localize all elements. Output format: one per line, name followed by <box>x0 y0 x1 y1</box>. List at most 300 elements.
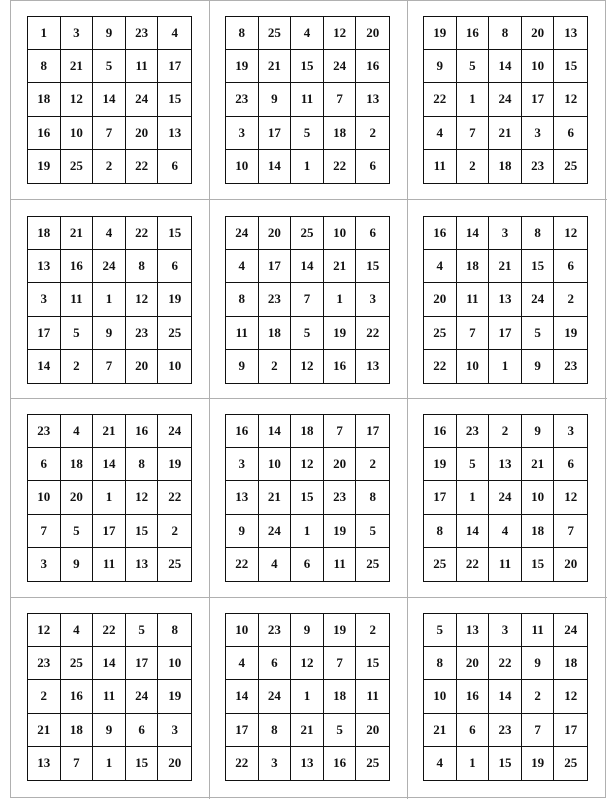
bingo-card <box>27 613 192 781</box>
bingo-cell: 17 <box>554 714 587 747</box>
bingo-cell: 5 <box>356 515 389 548</box>
bingo-cell: 3 <box>489 614 522 647</box>
bingo-cell: 16 <box>424 415 457 448</box>
bingo-cell: 4 <box>489 515 522 548</box>
bingo-cell: 12 <box>291 350 324 383</box>
bingo-cell: 25 <box>291 217 324 250</box>
bingo-cell: 6 <box>126 714 159 747</box>
bingo-cell: 1 <box>28 17 61 50</box>
bingo-cell: 1 <box>291 680 324 713</box>
bingo-cell: 23 <box>226 83 259 116</box>
bingo-cell: 24 <box>126 83 159 116</box>
bingo-cell: 2 <box>554 283 587 316</box>
bingo-cell: 9 <box>291 614 324 647</box>
bingo-cell: 2 <box>356 614 389 647</box>
bingo-cell: 13 <box>366 358 380 374</box>
bingo-cell: 2 <box>489 415 522 448</box>
bingo-cell: 4 <box>158 17 191 50</box>
bingo-cell: 10 <box>61 117 94 150</box>
bingo-cell: 15 <box>158 217 191 250</box>
bingo-cell: 9 <box>259 83 292 116</box>
bingo-cell: 14 <box>457 217 490 250</box>
bingo-cell: 20 <box>457 647 490 680</box>
bingo-cell: 12 <box>61 83 94 116</box>
bingo-cell: 21 <box>522 448 555 481</box>
bingo-cell: 21 <box>259 481 292 514</box>
bingo-cell: 11 <box>291 83 324 116</box>
bingo-cell: 6 <box>171 158 178 174</box>
bingo-cell: 13 <box>226 481 259 514</box>
bingo-cell: 8 <box>126 250 159 283</box>
bingo-cell: 3 <box>259 747 292 780</box>
bingo-cell: 23 <box>259 614 292 647</box>
bingo-cell: 23 <box>324 481 357 514</box>
bingo-cell: 2 <box>28 680 61 713</box>
bingo-card <box>27 16 192 184</box>
bingo-cell: 6 <box>356 217 389 250</box>
bingo-cell: 7 <box>324 647 357 680</box>
bingo-cell: 16 <box>457 17 490 50</box>
bingo-cell: 16 <box>457 680 490 713</box>
bingo-cell: 22 <box>424 83 457 116</box>
bingo-cell: 3 <box>226 448 259 481</box>
bingo-cell: 14 <box>259 150 292 183</box>
bingo-cell: 8 <box>126 448 159 481</box>
bingo-cell: 19 <box>522 747 555 780</box>
bingo-cell: 11 <box>126 50 159 83</box>
bingo-cell: 16 <box>324 350 357 383</box>
bingo-cell: 11 <box>457 283 490 316</box>
bingo-cell: 4 <box>291 17 324 50</box>
bingo-cell: 12 <box>554 680 587 713</box>
bingo-cell: 13 <box>28 747 61 780</box>
bingo-cell: 10 <box>28 481 61 514</box>
bingo-cell: 5 <box>457 448 490 481</box>
bingo-cell: 21 <box>28 714 61 747</box>
bingo-cell: 18 <box>61 714 94 747</box>
bingo-cell: 1 <box>457 481 490 514</box>
bingo-cell: 10 <box>424 680 457 713</box>
bingo-cell: 8 <box>489 17 522 50</box>
bingo-cell: 3 <box>28 548 61 581</box>
bingo-cell: 25 <box>61 647 94 680</box>
bingo-cell: 3 <box>28 283 61 316</box>
bingo-cell: 11 <box>424 150 457 183</box>
bingo-cell: 7 <box>291 283 324 316</box>
bingo-cell: 1 <box>291 150 324 183</box>
bingo-cell: 8 <box>259 714 292 747</box>
bingo-cell: 2 <box>93 150 126 183</box>
bingo-cell: 17 <box>226 714 259 747</box>
bingo-cell: 19 <box>324 614 357 647</box>
bingo-cell: 20 <box>126 117 159 150</box>
bingo-cell: 20 <box>356 714 389 747</box>
bingo-cell: 19 <box>158 448 191 481</box>
bingo-cell: 25 <box>424 548 457 581</box>
bingo-cell: 5 <box>424 614 457 647</box>
bingo-cell: 21 <box>259 50 292 83</box>
bingo-cell: 16 <box>324 747 357 780</box>
bingo-cell: 12 <box>291 647 324 680</box>
bingo-cell: 18 <box>489 150 522 183</box>
bingo-cell: 5 <box>457 50 490 83</box>
bingo-cell: 13 <box>28 250 61 283</box>
bingo-cell: 19 <box>554 317 587 350</box>
bingo-cell: 4 <box>424 117 457 150</box>
bingo-cell: 12 <box>554 217 587 250</box>
bingo-cell: 15 <box>554 50 587 83</box>
bingo-cell: 5 <box>61 317 94 350</box>
bingo-cell: 9 <box>93 317 126 350</box>
bingo-cell: 17 <box>158 50 191 83</box>
bingo-cell: 17 <box>356 415 389 448</box>
bingo-cell: 10 <box>324 217 357 250</box>
bingo-cell: 21 <box>61 217 94 250</box>
row-divider <box>11 597 607 598</box>
bingo-cell: 16 <box>61 250 94 283</box>
bingo-cell: 5 <box>291 117 324 150</box>
bingo-cell: 10 <box>226 150 259 183</box>
bingo-cell: 7 <box>324 415 357 448</box>
bingo-cell: 9 <box>226 515 259 548</box>
bingo-cell: 14 <box>28 350 61 383</box>
bingo-cell: 8 <box>226 17 259 50</box>
bingo-cell: 20 <box>61 481 94 514</box>
bingo-cell: 20 <box>564 556 578 572</box>
bingo-card <box>423 16 588 184</box>
bingo-cell: 5 <box>126 614 159 647</box>
bingo-cell: 17 <box>126 647 159 680</box>
bingo-cell: 13 <box>126 548 159 581</box>
bingo-cell: 22 <box>158 481 191 514</box>
bingo-cell: 7 <box>28 515 61 548</box>
bingo-cell: 14 <box>93 647 126 680</box>
bingo-cell: 23 <box>126 317 159 350</box>
bingo-cell: 15 <box>126 515 159 548</box>
bingo-card <box>225 414 390 582</box>
row-divider <box>11 398 607 399</box>
bingo-cell: 14 <box>489 50 522 83</box>
bingo-cell: 8 <box>522 217 555 250</box>
bingo-cell: 19 <box>226 50 259 83</box>
bingo-cell: 14 <box>259 415 292 448</box>
bingo-cell: 19 <box>424 448 457 481</box>
bingo-cell: 12 <box>324 17 357 50</box>
row-divider <box>11 199 607 200</box>
bingo-cell: 8 <box>424 647 457 680</box>
bingo-cell: 6 <box>158 250 191 283</box>
bingo-card <box>225 16 390 184</box>
bingo-card <box>423 613 588 781</box>
bingo-cell: 18 <box>291 415 324 448</box>
bingo-cell: 19 <box>158 680 191 713</box>
bingo-cell: 13 <box>457 614 490 647</box>
bingo-cell: 1 <box>93 481 126 514</box>
bingo-cell: 15 <box>126 747 159 780</box>
bingo-cell: 2 <box>356 117 389 150</box>
bingo-cell: 2 <box>158 515 191 548</box>
bingo-cell: 10 <box>259 448 292 481</box>
bingo-cell: 3 <box>61 17 94 50</box>
bingo-cell: 15 <box>158 83 191 116</box>
bingo-cell: 2 <box>356 448 389 481</box>
bingo-cell: 24 <box>158 415 191 448</box>
bingo-cell: 6 <box>291 548 324 581</box>
bingo-cell: 1 <box>489 350 522 383</box>
bingo-cell: 12 <box>291 448 324 481</box>
bingo-cell: 22 <box>457 548 490 581</box>
bingo-cell: 23 <box>28 647 61 680</box>
bingo-cell: 19 <box>28 150 61 183</box>
bingo-cell: 16 <box>126 415 159 448</box>
bingo-cell: 18 <box>28 83 61 116</box>
bingo-cell: 8 <box>226 283 259 316</box>
bingo-cell: 5 <box>324 714 357 747</box>
bingo-cell: 24 <box>259 515 292 548</box>
bingo-cell: 12 <box>554 83 587 116</box>
bingo-cell: 22 <box>489 647 522 680</box>
bingo-cell: 15 <box>522 250 555 283</box>
bingo-cell: 7 <box>457 117 490 150</box>
bingo-cell: 7 <box>554 515 587 548</box>
bingo-cell: 9 <box>226 350 259 383</box>
bingo-cell: 4 <box>259 548 292 581</box>
bingo-cell: 16 <box>28 117 61 150</box>
bingo-cell: 15 <box>356 250 389 283</box>
bingo-cell: 10 <box>457 350 490 383</box>
bingo-cell: 1 <box>324 283 357 316</box>
bingo-cell: 16 <box>226 415 259 448</box>
bingo-cell: 7 <box>324 83 357 116</box>
bingo-cell: 15 <box>522 548 555 581</box>
bingo-cell: 11 <box>324 548 357 581</box>
bingo-cell: 25 <box>366 755 380 771</box>
bingo-card <box>27 414 192 582</box>
bingo-cell: 6 <box>554 448 587 481</box>
bingo-cell: 20 <box>168 755 182 771</box>
bingo-sheet <box>10 0 606 798</box>
bingo-cell: 17 <box>93 515 126 548</box>
bingo-cell: 5 <box>61 515 94 548</box>
bingo-cell: 10 <box>226 614 259 647</box>
bingo-cell: 14 <box>291 250 324 283</box>
bingo-cell: 14 <box>226 680 259 713</box>
bingo-cell: 11 <box>226 317 259 350</box>
bingo-cell: 10 <box>168 358 182 374</box>
bingo-cell: 17 <box>489 317 522 350</box>
bingo-cell: 7 <box>457 317 490 350</box>
bingo-cell: 24 <box>324 50 357 83</box>
bingo-cell: 9 <box>522 415 555 448</box>
bingo-cell: 13 <box>158 117 191 150</box>
bingo-cell: 14 <box>457 515 490 548</box>
bingo-cell: 23 <box>489 714 522 747</box>
bingo-cell: 20 <box>259 217 292 250</box>
bingo-card <box>423 414 588 582</box>
bingo-cell: 24 <box>226 217 259 250</box>
bingo-cell: 25 <box>168 556 182 572</box>
bingo-cell: 15 <box>291 481 324 514</box>
bingo-cell: 24 <box>489 83 522 116</box>
bingo-cell: 21 <box>489 117 522 150</box>
bingo-cell: 9 <box>61 548 94 581</box>
bingo-cell: 22 <box>226 548 259 581</box>
bingo-cell: 10 <box>158 647 191 680</box>
bingo-cell: 20 <box>424 283 457 316</box>
bingo-cell: 12 <box>554 481 587 514</box>
bingo-cell: 5 <box>522 317 555 350</box>
bingo-cell: 17 <box>424 481 457 514</box>
bingo-cell: 24 <box>259 680 292 713</box>
bingo-cell: 16 <box>61 680 94 713</box>
bingo-cell: 25 <box>158 317 191 350</box>
bingo-cell: 8 <box>158 614 191 647</box>
column-divider <box>407 1 408 799</box>
bingo-cell: 18 <box>259 317 292 350</box>
bingo-cell: 18 <box>324 680 357 713</box>
bingo-cell: 16 <box>356 50 389 83</box>
bingo-cell: 5 <box>291 317 324 350</box>
bingo-cell: 12 <box>28 614 61 647</box>
bingo-cell: 24 <box>489 481 522 514</box>
bingo-cell: 20 <box>126 350 159 383</box>
bingo-cell: 21 <box>61 50 94 83</box>
bingo-cell: 23 <box>564 358 578 374</box>
bingo-cell: 6 <box>554 250 587 283</box>
bingo-cell: 18 <box>324 117 357 150</box>
bingo-cell: 23 <box>126 17 159 50</box>
bingo-cell: 1 <box>291 515 324 548</box>
bingo-cell: 22 <box>324 150 357 183</box>
bingo-cell: 22 <box>126 217 159 250</box>
bingo-cell: 2 <box>61 350 94 383</box>
bingo-cell: 11 <box>93 548 126 581</box>
bingo-cell: 13 <box>489 448 522 481</box>
bingo-cell: 12 <box>126 283 159 316</box>
bingo-cell: 1 <box>93 283 126 316</box>
bingo-cell: 13 <box>489 283 522 316</box>
bingo-cell: 5 <box>93 50 126 83</box>
bingo-cell: 21 <box>324 250 357 283</box>
bingo-cell: 25 <box>564 755 578 771</box>
bingo-cell: 15 <box>291 50 324 83</box>
bingo-cell: 4 <box>61 415 94 448</box>
bingo-cell: 23 <box>457 415 490 448</box>
bingo-cell: 4 <box>226 250 259 283</box>
bingo-cell: 19 <box>324 515 357 548</box>
bingo-cell: 14 <box>489 680 522 713</box>
bingo-cell: 19 <box>324 317 357 350</box>
bingo-cell: 8 <box>424 515 457 548</box>
bingo-cell: 22 <box>424 350 457 383</box>
bingo-cell: 4 <box>226 647 259 680</box>
bingo-cell: 23 <box>522 150 555 183</box>
bingo-cell: 18 <box>554 647 587 680</box>
bingo-cell: 1 <box>457 83 490 116</box>
bingo-cell: 12 <box>126 481 159 514</box>
bingo-cell: 9 <box>93 714 126 747</box>
bingo-card <box>225 216 390 384</box>
bingo-cell: 18 <box>457 250 490 283</box>
bingo-cell: 10 <box>522 481 555 514</box>
bingo-cell: 3 <box>489 217 522 250</box>
bingo-cell: 13 <box>356 83 389 116</box>
bingo-cell: 2 <box>259 350 292 383</box>
bingo-cell: 24 <box>126 680 159 713</box>
bingo-cell: 15 <box>489 747 522 780</box>
bingo-cell: 24 <box>554 614 587 647</box>
bingo-cell: 20 <box>324 448 357 481</box>
bingo-cell: 8 <box>28 50 61 83</box>
bingo-cell: 21 <box>489 250 522 283</box>
bingo-cell: 3 <box>554 415 587 448</box>
bingo-cell: 11 <box>489 548 522 581</box>
bingo-cell: 13 <box>291 747 324 780</box>
bingo-cell: 3 <box>158 714 191 747</box>
bingo-cell: 17 <box>259 250 292 283</box>
bingo-cell: 23 <box>259 283 292 316</box>
bingo-cell: 20 <box>522 17 555 50</box>
bingo-cell: 15 <box>356 647 389 680</box>
bingo-cell: 18 <box>61 448 94 481</box>
bingo-cell: 13 <box>554 17 587 50</box>
bingo-cell: 24 <box>522 283 555 316</box>
bingo-cell: 9 <box>424 50 457 83</box>
bingo-cell: 3 <box>356 283 389 316</box>
bingo-cell: 17 <box>259 117 292 150</box>
bingo-cell: 11 <box>61 283 94 316</box>
bingo-cell: 25 <box>564 158 578 174</box>
bingo-cell: 1 <box>93 747 126 780</box>
bingo-cell: 7 <box>93 117 126 150</box>
bingo-cell: 7 <box>522 714 555 747</box>
bingo-cell: 6 <box>554 117 587 150</box>
bingo-cell: 20 <box>356 17 389 50</box>
bingo-cell: 9 <box>522 350 555 383</box>
bingo-cell: 2 <box>457 150 490 183</box>
bingo-cell: 7 <box>93 350 126 383</box>
bingo-cell: 11 <box>522 614 555 647</box>
bingo-cell: 21 <box>93 415 126 448</box>
bingo-cell: 17 <box>28 317 61 350</box>
bingo-cell: 25 <box>366 556 380 572</box>
bingo-cell: 21 <box>291 714 324 747</box>
bingo-cell: 6 <box>28 448 61 481</box>
bingo-cell: 6 <box>369 158 376 174</box>
bingo-card <box>423 216 588 384</box>
bingo-cell: 11 <box>356 680 389 713</box>
bingo-cell: 25 <box>424 317 457 350</box>
bingo-cell: 9 <box>522 647 555 680</box>
bingo-cell: 22 <box>93 614 126 647</box>
bingo-cell: 3 <box>226 117 259 150</box>
bingo-cell: 3 <box>522 117 555 150</box>
bingo-cell: 14 <box>93 448 126 481</box>
bingo-cell: 19 <box>424 17 457 50</box>
bingo-cell: 7 <box>61 747 94 780</box>
bingo-cell: 24 <box>93 250 126 283</box>
bingo-cell: 6 <box>259 647 292 680</box>
bingo-cell: 18 <box>28 217 61 250</box>
bingo-cell: 21 <box>424 714 457 747</box>
bingo-cell: 22 <box>226 747 259 780</box>
bingo-cell: 22 <box>126 150 159 183</box>
bingo-cell: 4 <box>93 217 126 250</box>
bingo-cell: 4 <box>424 747 457 780</box>
bingo-cell: 11 <box>93 680 126 713</box>
bingo-cell: 17 <box>522 83 555 116</box>
bingo-cell: 2 <box>522 680 555 713</box>
